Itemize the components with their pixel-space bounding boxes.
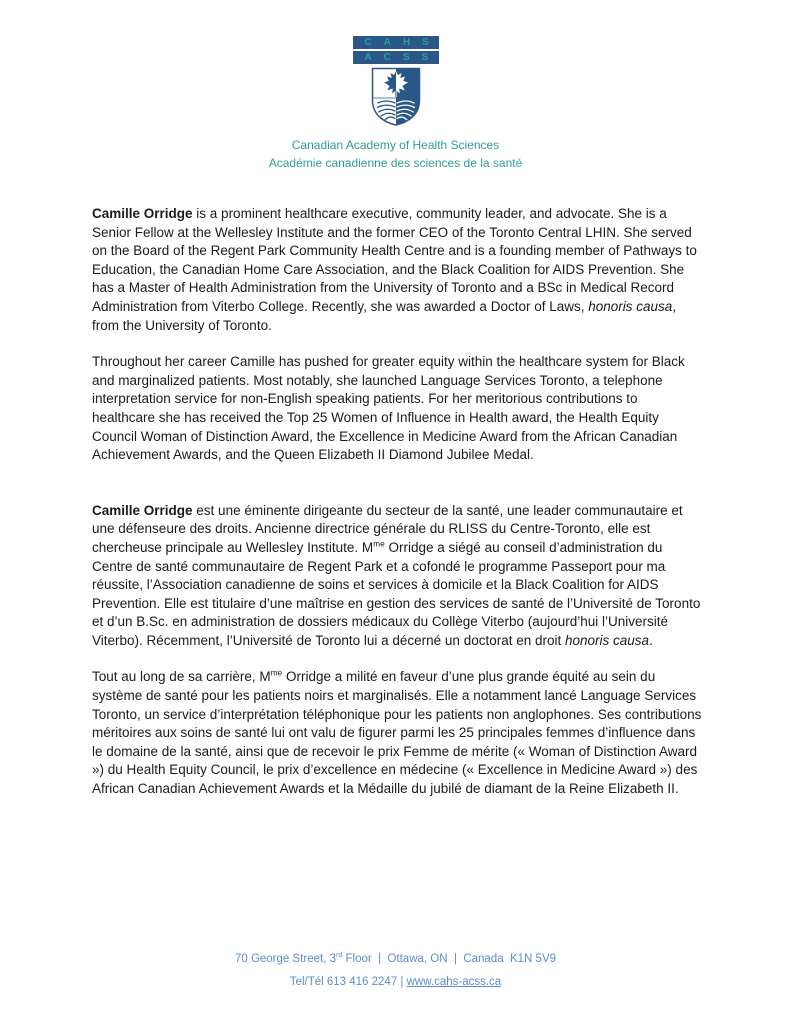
footer-phone: Tel/Tél 613 416 2247 | <box>289 976 407 988</box>
bio-fr-text-c: . <box>649 632 653 648</box>
footer-address <box>0 948 791 971</box>
bio-fr2-text-b: Orridge a milité en faveur d’une plus grande équité au sein du système de santé pour les patients noirs et marginalisés. Elle a notamment lancé Language Services Toronto, un service d’interprétation téléphonique pour les patients non anglophones. Ses contributions méritoires aux soins de santé lui ont valu de figurer parmi les 25 principales femmes d’influence dans le domaine de la santé, ainsi que de recevoir le prix Femme de mérite (« Woman of Distinction Award ») du Health Equity Council, le prix d’excellence en médecine (« Excellence in Medicine Award ») des African Canadian Achievement Awards et la Médaille du jubilé de diamant de la Reine Elizabeth II. <box>92 669 702 797</box>
person-name-fr: Camille Orridge <box>92 502 193 518</box>
bio-paragraph-fr-1 <box>92 502 704 651</box>
bio-paragraph-en-2: Throughout her career Camille has pushed for greater equity within the healthcare system for Black and marginalized patients. Most notably, she launched Language Services Toronto, a telephone interpretation service for non-English speaking patients. For her meritorious contributions to healthcare she has received the Top 25 Women of Influence in Health award, the Health Equity Council Woman of Distinction Award, the Excellence in Medicine Award from the African Canadian Achievement Awards, and the Queen Elizabeth II Diamond Jubilee Medal. <box>92 354 685 463</box>
bio-fr-text-a: est une éminente dirigeante du secteur de la santé, une leader communautaire et une défenseure des droits. Ancienne directrice générale du RLISS du Centre-Toronto, elle est chercheuse principale au Wellesley Institute. M <box>92 502 683 555</box>
mme-superscript-2: me <box>270 667 283 678</box>
honoris-causa-fr: honoris causa <box>565 632 650 648</box>
footer-contact <box>0 971 791 994</box>
logo-cahs-text: CAHS <box>353 36 439 49</box>
honoris-causa-en: honoris causa <box>588 298 673 314</box>
logo-acss-text: ACSS <box>353 51 439 64</box>
person-name-en: Camille Orridge <box>92 206 193 221</box>
bio-en-text-b: , from the University of Toronto. <box>92 298 677 333</box>
org-name-french: Académie canadienne des sciences de la santé <box>268 156 523 170</box>
mme-superscript-1: me <box>373 538 385 549</box>
footer-address-text: 70 George Street, 3 <box>234 953 336 965</box>
bio-paragraph-en-1 <box>92 205 704 335</box>
floor-ordinal-superscript: rd <box>335 951 343 960</box>
cahs-shield-icon <box>358 67 434 127</box>
bio-fr-text-b: Orridge a siégé au conseil d’administration du Centre de santé communautaire de Regent Park et a cofondé le programme Passeport pour ma réussite, l’Association canadienne de soins et services à domicile et la Black Coalition for AIDS Prevention. Elle est titulaire d’une maîtrise en gestion des services de santé de l’Université de Toronto et d’un B.Sc. en administration de dossiers médicaux du Collège Viterbo (aujourd’hui l’Université Viterbo). Récemment, l’Université de Toronto lui a décerné un doctorat en droit <box>92 539 701 648</box>
footer <box>0 948 791 994</box>
footer-address-rest: Floor | Ottawa, ON | Canada K1N 5V9 <box>342 953 557 965</box>
org-name-english: Canadian Academy of Health Sciences <box>291 138 500 152</box>
footer-website-link[interactable]: www.cahs-acss.ca <box>406 976 502 988</box>
cahs-logo <box>0 36 791 172</box>
bio-paragraph-fr-2 <box>92 668 704 798</box>
bio-en-text-a: is a prominent healthcare executive, community leader, and advocate. She is a Senior Fellow at the Wellesley Institute and the former CEO of the Toronto Central LHIN. She served on the Board of the Regent Park Community Health Centre and is a founding member of Pathways to Education, the Canadian Home Care Association, and the Black Coalition for AIDS Prevention. She has a Master of Health Administration from the University of Toronto and a BSc in Medical Record Administration from Viterbo College. Recently, she was awarded a Doctor of Laws, <box>92 206 697 314</box>
bio-fr2-text-a: Tout au long de sa carrière, M <box>92 669 271 685</box>
bio-content <box>92 205 704 817</box>
org-names <box>269 136 523 172</box>
